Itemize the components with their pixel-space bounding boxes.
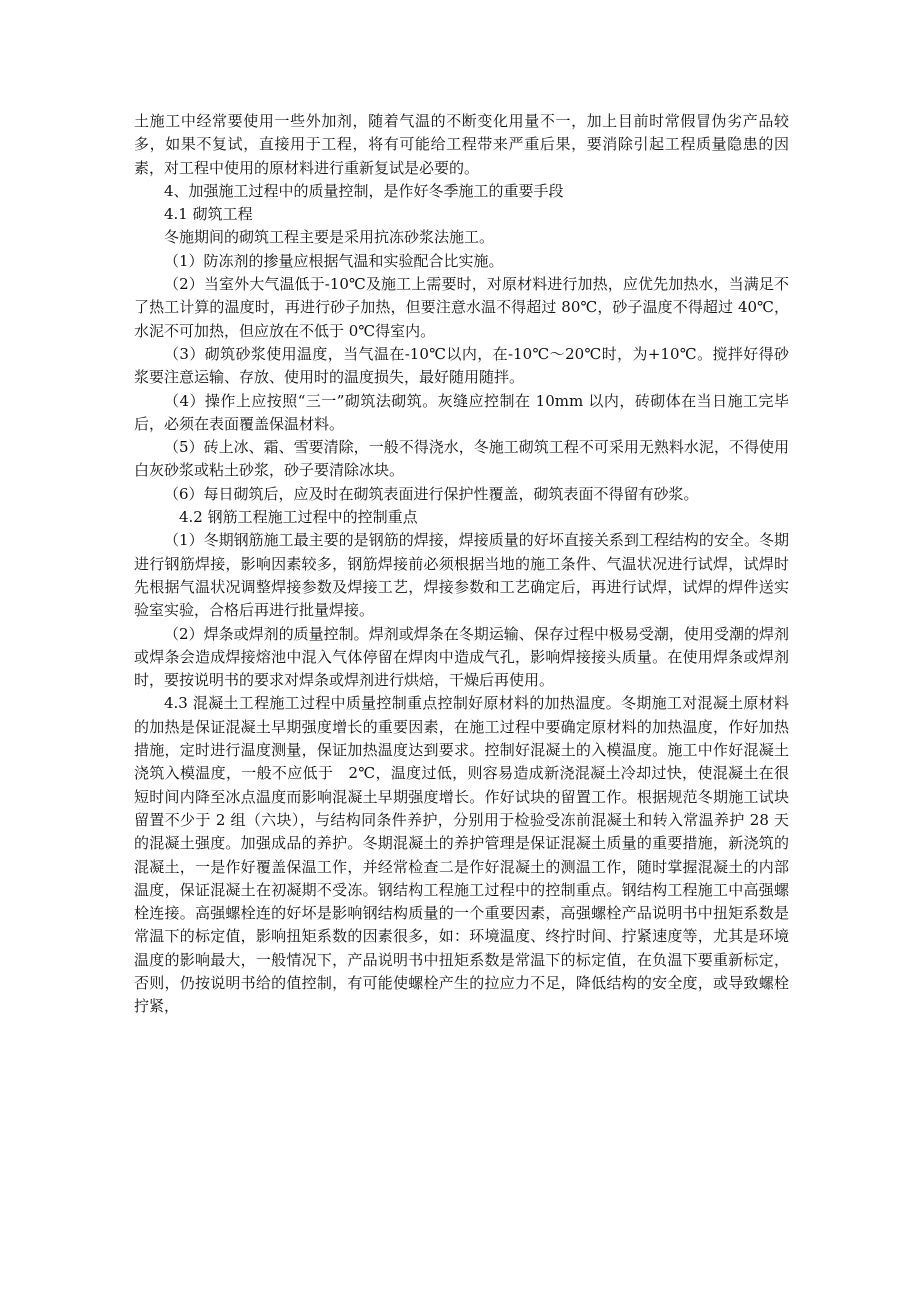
rebar-item-1: （1）冬期钢筋施工最主要的是钢筋的焊接，焊接质量的好坏直接关系到工程结构的安全。冬期进行钢筋焊接，影响因素较多，钢筋焊接前必须根据当地的施工条件、气温状况进行试焊，试焊时先根据气温状况调整焊接参数及焊接工艺，焊接参数和工艺确定后，再进行试焊，试焊的焊件送实验室实验，合格后再进行批量焊接。 [134,531,789,620]
masonry-item-1: （1）防冻剂的掺量应根据气温和实验配合比实施。 [164,251,504,270]
masonry-item-5: （5）砖上冰、霜、雪要清除，一般不得浇水，冬施工砌筑工程不可采用无熟料水泥，不得使用白灰砂浆或粘土砂浆，砂子要清除冰块。 [134,438,789,480]
paragraph-continuation: 土施工中经常要使用一些外加剂，随着气温的不断变化用量不一，加上目前时常假冒伪劣产品较多，如果不复试，直接用于工程，将有可能给工程带来严重后果，要消除引起工程质量隐患的因素，对工程中使用的原材料进行重新复试是必要的。 [134,112,789,177]
rebar-item-2: （2）焊条或焊剂的质量控制。焊剂或焊条在冬期运输、保存过程中极易受潮，使用受潮的焊剂或焊条会造成焊接熔池中混入气体停留在焊肉中造成气孔，影响焊接接头质量。在使用焊条或焊剂时，要按说明书的要求对焊条或焊剂进行烘焙，干燥后再使用。 [134,624,789,690]
masonry-item-6: （6）每日砌筑后，应及时在砌筑表面进行保护性覆盖，砌筑表面不得留有砂浆。 [164,484,699,503]
paragraph-masonry-intro: 冬施期间的砌筑工程主要是采用抗冻砂浆法施工。 [164,228,495,247]
subsection-heading-4-1: 4.1 砌筑工程 [164,205,253,224]
masonry-item-4: （4）操作上应按照“三一”砌筑法砌筑。灰缝应控制在 10mm 以内，砖砌体在当日施工完毕后，必须在表面覆盖保温材料。 [134,391,789,433]
subsection-heading-4-2: 4.2 钢筋工程施工过程中的控制重点 [179,508,418,527]
section-heading-4: 4、加强施工过程中的质量控制，是作好冬季施工的重要手段 [164,181,564,200]
masonry-item-2: （2）当室外大气温低于-10℃及施工上需要时，对原材料进行加热，应优先加热水，当满足不了热工计算的温度时，再进行砂子加热，但要注意水温不得超过 80℃，砂子温度不得超过 40℃，水泥不可加热，但应放在不低于 0℃得室内。 [134,275,789,340]
masonry-item-3: （3）砌筑砂浆使用温度，当气温在-10℃以内，在-10℃～20℃时，为+10℃。搅拌好得砂浆要注意运输、存放、使用时的温度损失，最好随用随拌。 [134,344,789,387]
paragraph-concrete-4-3: 4.3 混凝土工程施工过程中质量控制重点控制好原材料的加热温度。冬期施工对混凝土原材料的加热是保证混凝土早期强度增长的重要因素，在施工过程中要确定原材料的加热温度，作好加热措施，定时进行温度测量，保证加热温度达到要求。控制好混凝土的入模温度。施工中作好混凝土浇筑入模温度，一般不应低于 2℃，温度过低，则容易造成新浇混凝土冷却过快，使混凝土在很短时间内降至冰点温度而影响混凝土早期强度增长。作好试块的留置工作。根据规范冬期施工试块留置不少于 2 组（六块），与结构同条件养护，分别用于检验受冻前混凝土和转入常温养护 28 天的混凝土强度。加强成品的养护。冬期混凝土的养护管理是保证混凝土质量的重要措施，新浇筑的混凝土，一是作好覆盖保温工作，并经常检查二是作好混凝土的测温工作，随时掌握混凝土的内部温度，保证混凝土在初凝期不受冻。钢结构工程施工过程中的控制重点。钢结构工程施工中高强螺栓连接。高强螺栓连的好坏是影响钢结构质量的一个重要因素，高强螺栓产品说明书中扭矩系数是常温下的标定值，影响扭矩系数的因素很多，如：环境温度、终拧时间、拧紧速度等，尤其是环境温度的影响最大，一般情况下，产品说明书中扭矩系数是常温下的标定值，在负温下要重新标定，否则，仍按说明书给的值控制，有可能使螺栓产生的拉应力不足，降低结构的安全度，或导致螺栓拧紧， [134,694,789,1016]
document-page [134,110,789,1019]
